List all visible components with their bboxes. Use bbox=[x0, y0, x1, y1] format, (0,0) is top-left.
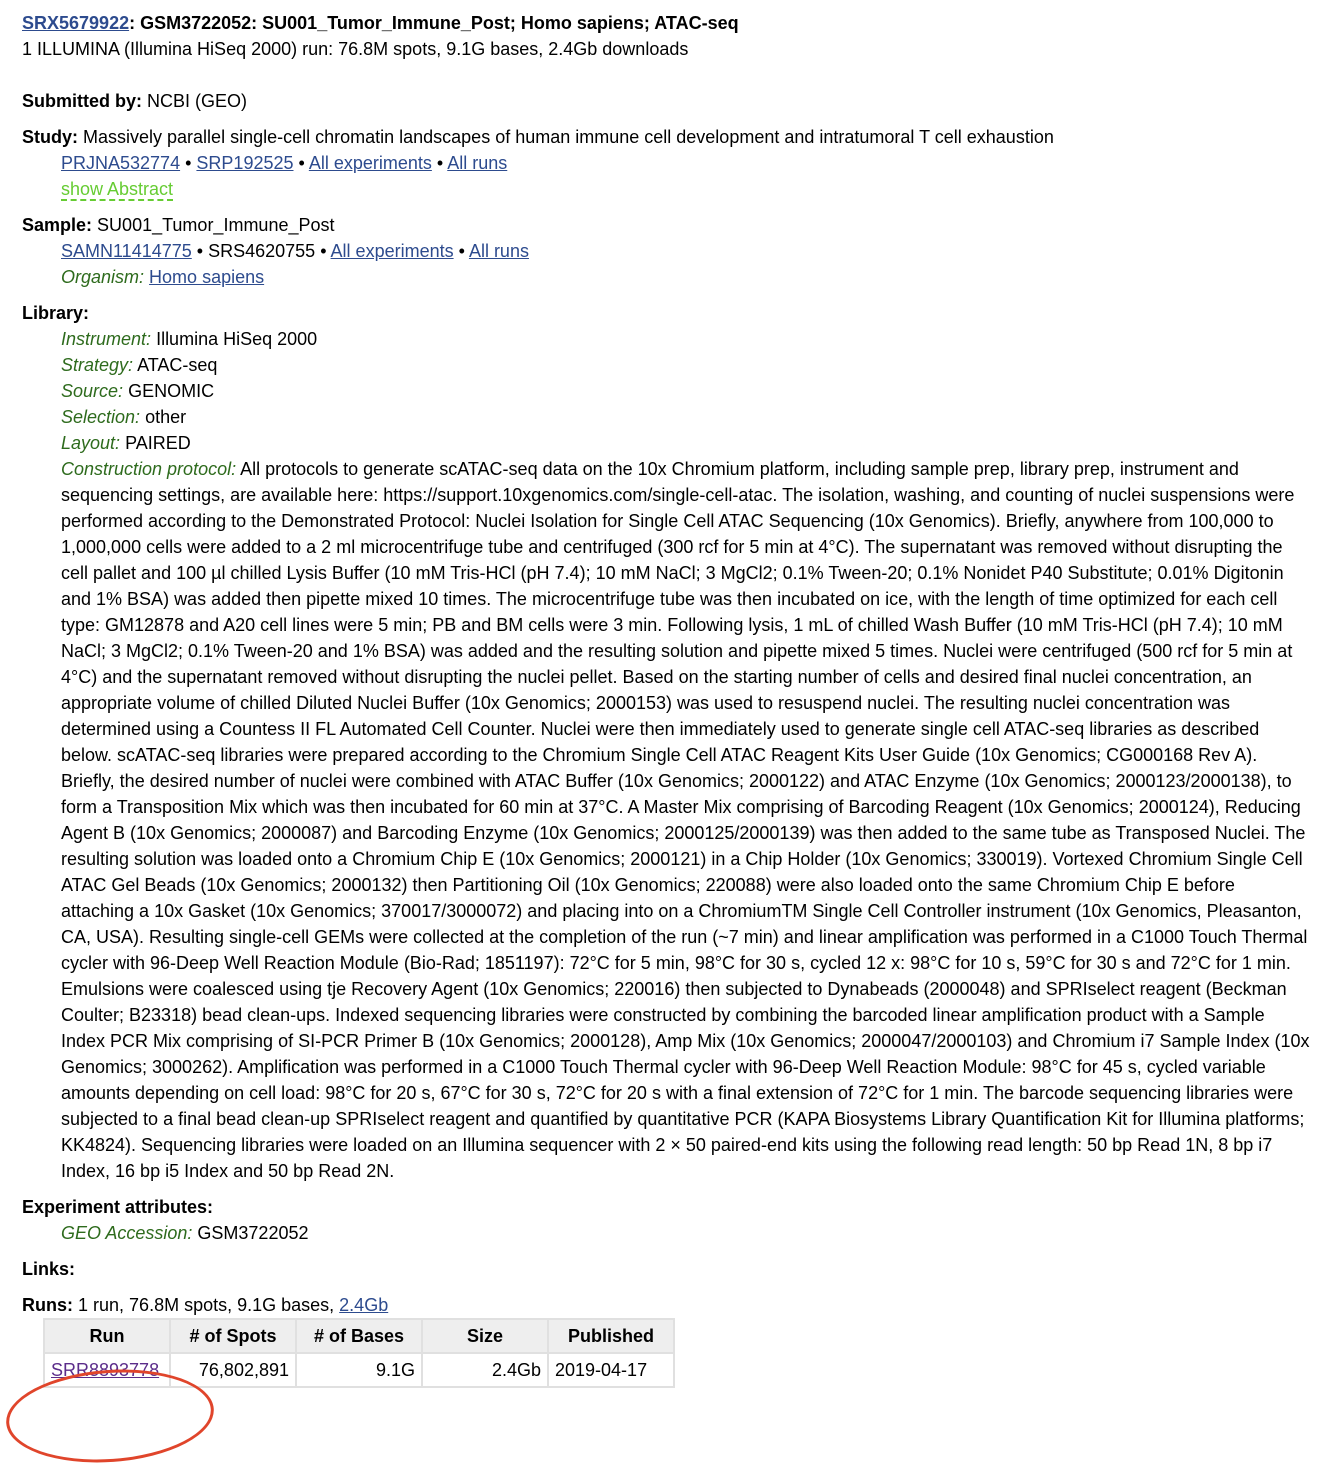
separator: • bbox=[196, 241, 204, 261]
organism-label: Organism: bbox=[61, 267, 145, 287]
organism-link[interactable]: Homo sapiens bbox=[149, 267, 265, 287]
strategy-value: ATAC-seq bbox=[137, 355, 218, 375]
column-header-run: Run bbox=[44, 1319, 170, 1353]
separator: • bbox=[458, 241, 465, 261]
spots-cell: 76,802,891 bbox=[170, 1353, 296, 1387]
links-label: Links: bbox=[22, 1259, 76, 1279]
run-summary: 1 ILLUMINA (Illumina HiSeq 2000) run: 76.8M spots, 9.1G bases, 2.4Gb downloads bbox=[22, 39, 689, 59]
sample-all-experiments-link[interactable]: All experiments bbox=[330, 241, 454, 261]
study-label: Study: bbox=[22, 127, 78, 147]
bioproject-link[interactable]: PRJNA532774 bbox=[61, 153, 181, 173]
runs-section bbox=[22, 1292, 1312, 1388]
runs-summary: 1 run, 76.8M spots, 9.1G bases, bbox=[78, 1295, 335, 1315]
bases-cell: 9.1G bbox=[296, 1353, 422, 1387]
study-links bbox=[61, 150, 1312, 176]
library-section bbox=[22, 300, 1312, 1184]
construction-protocol bbox=[61, 456, 1312, 1184]
study-all-runs-link[interactable]: All runs bbox=[447, 153, 508, 173]
submitted-section bbox=[22, 88, 1312, 114]
instrument-value: Illumina HiSeq 2000 bbox=[156, 329, 318, 349]
show-abstract-toggle[interactable]: show Abstract bbox=[61, 179, 174, 199]
column-header-spots: # of Spots bbox=[170, 1319, 296, 1353]
separator: • bbox=[320, 241, 327, 261]
runs-table-header bbox=[44, 1319, 674, 1353]
attributes-label: Experiment attributes: bbox=[22, 1197, 214, 1217]
column-header-size: Size bbox=[422, 1319, 548, 1353]
separator: • bbox=[185, 153, 192, 173]
experiment-title-text: : GSM3722052: SU001_Tumor_Immune_Post; Homo sapiens; ATAC-seq bbox=[129, 13, 739, 33]
experiment-header bbox=[22, 10, 1312, 62]
srp-link[interactable]: SRP192525 bbox=[196, 153, 294, 173]
sample-links bbox=[61, 238, 1312, 264]
attributes-section bbox=[22, 1194, 1312, 1246]
runs-table bbox=[43, 1318, 675, 1388]
selection-value: other bbox=[145, 407, 187, 427]
library-label: Library: bbox=[22, 303, 90, 323]
strategy-label: Strategy: bbox=[61, 355, 134, 375]
separator: • bbox=[436, 153, 444, 173]
run-accession-link[interactable]: SRR8893778 bbox=[51, 1360, 160, 1380]
srs-accession: SRS4620755 bbox=[208, 241, 316, 261]
biosample-link[interactable]: SAMN11414775 bbox=[61, 241, 192, 261]
published-cell: 2019-04-17 bbox=[548, 1353, 674, 1387]
separator: • bbox=[298, 153, 305, 173]
experiment-title bbox=[22, 10, 1312, 36]
protocol-text: All protocols to generate scATAC-seq data on the 10x Chromium platform, including sample prep, library prep, instrument and sequencing settings, are available here: https://support.10xgenomics.com/single-cell-atac. The isolation, washing, and counting of nuclei suspensions were performed according to the Demonstrated Protocol: Nuclei Isolation for Single Cell ATAC Sequencing (10x Genomics). Briefly, anywhere from 100,000 to 1,000,000 cells were added to a 2 ml microcentrifuge tube and centrifuged (300 rcf for 5 min at 4°C). The supernatant was removed without disrupting the cell pallet and 100 µl chilled Lysis Buffer (10 mM Tris-HCl (pH 7.4); 10 mM NaCl; 3 MgCl2; 0.1% Tween-20; 0.1% Nonidet P40 Substitute; 0.01% Digitonin and 1% BSA) was added then pipette mixed 10 times. The microcentrifuge tube was then incubated on ice, with the length of time optimized for each cell type: GM12878 and A20 cell lines were 5 min; PB and BM cells were 3 min. Following lysis, 1 mL of chilled Wash Buffer (10 mM Tris-HCl (pH 7.4); 10 mM NaCl; 3 MgCl2; 0.1% Tween-20 and 1% BSA) was added and the resulting solution and pipette mixed 5 times. Nuclei were centrifuged (500 rcf for 5 min at 4°C) and the supernatant removed without disrupting the nuclei pellet. Based on the starting number of cells and desired final nuclei concentration, an appropriate volume of chilled Diluted Nuclei Buffer (10x Genomics; 2000153) was used to resuspend nuclei. The resulting nuclei concentration was determined using a Countess II FL Automated Cell Counter. Nuclei were then immediately used to generate single cell ATAC-seq libraries as described below. scATAC-seq libraries were prepared according to the Chromium Single Cell ATAC Reagent Kits User Guide (10x Genomics; CG000168 Rev A). Briefly, the desired number of nuclei were combined with ATAC Buffer (10x Genomics; 2000122) and ATAC Enzyme (10x Genomics; 2000123/2000138), to form a Transposition Mix which was then incubated for 60 min at 37°C. A Master Mix comprising of Barcoding Reagent (10x Genomics; 2000124), Reducing Agent B (10x Genomics; 2000087) and Barcoding Enzyme (10x Genomics; 2000125/2000139) was then added to the same tube as Transposed Nuclei. The resulting solution was loaded onto a Chromium Chip E (10x Genomics; 2000121) in a Chip Holder (10x Genomics; 330019). Vortexed Chromium Single Cell ATAC Gel Beads (10x Genomics; 2000132) then Partitioning Oil (10x Genomics; 220088) were also loaded onto the same Chromium Chip E before attaching a 10x Gasket (10x Genomics; 370017/3000072) and placing into on a ChromiumTM Single Cell Controller instrument (10x Genomics, Pleasanton, CA, USA). Resulting single-cell GEMs were collected at the completion of the run (~7 min) and linear amplification was performed in a C1000 Touch Thermal cycler with 96-Deep Well Reaction Module (Bio-Rad; 1851197): 72°C for 5 min, 98°C for 30 s, cycled 12 x: 98°C for 10 s, 59°C for 30 s and 72°C for 1 min. Emulsions were coalesced using tje Recovery Agent (10x Genomics; 220016) then subjected to Dynabeads (2000048) and SPRIselect reagent (Beckman Coulter; B23318) bead clean-ups. Indexed sequencing libraries were constructed by combining the barcoded linear amplification product with a Sample Index PCR Mix comprising of SI-PCR Primer B (10x Genomics; 2000128), Amp Mix (10x Genomics; 2000047/2000103) and Chromium i7 Sample Index (10x Genomics; 3000262). Amplification was performed in a C1000 Touch Thermal cycler with 96-Deep Well Reaction Module: 98°C for 45 s, cycled variable amounts depending on cell load: 98°C for 20 s, 67°C for 30 s, 72°C for 20 s with a final extension of 72°C for 1 min. The barcode sequencing libraries were subjected to a final bead clean-up SPRIselect reagent and quantified by quantitative PCR (KAPA Biosystems Library Quantification Kit for Illumina platforms; KK4824). Sequencing libraries were loaded on an Illumina sequencer with 2 × 50 paired-end kits using the following read length: 50 bp Read 1N, 8 bp i7 Index, 16 bp i5 Index and 50 bp Read 2N. bbox=[61, 459, 1310, 1181]
column-header-published: Published bbox=[548, 1319, 674, 1353]
run-cell bbox=[44, 1353, 170, 1387]
source-label: Source: bbox=[61, 381, 124, 401]
study-value: Massively parallel single-cell chromatin landscapes of human immune cell development and intratumoral T cell exhaustion bbox=[83, 127, 1054, 147]
column-header-bases: # of Bases bbox=[296, 1319, 422, 1353]
experiment-accession-link[interactable]: SRX5679922 bbox=[22, 13, 130, 33]
table-row bbox=[44, 1353, 674, 1387]
sample-label: Sample: bbox=[22, 215, 93, 235]
runs-download-link[interactable]: 2.4Gb bbox=[339, 1295, 389, 1315]
experiment-page bbox=[22, 10, 1312, 1388]
geo-accession-value: GSM3722052 bbox=[197, 1223, 309, 1243]
study-all-experiments-link[interactable]: All experiments bbox=[308, 153, 432, 173]
source-value: GENOMIC bbox=[128, 381, 215, 401]
sample-section bbox=[22, 212, 1312, 290]
submitted-label: Submitted by: bbox=[22, 91, 142, 111]
size-cell: 2.4Gb bbox=[422, 1353, 548, 1387]
selection-label: Selection: bbox=[61, 407, 141, 427]
layout-value: PAIRED bbox=[125, 433, 191, 453]
links-section bbox=[22, 1256, 1312, 1282]
layout-label: Layout: bbox=[61, 433, 121, 453]
sample-all-runs-link[interactable]: All runs bbox=[468, 241, 529, 261]
runs-label: Runs: bbox=[22, 1295, 73, 1315]
sample-value: SU001_Tumor_Immune_Post bbox=[97, 215, 335, 235]
submitted-value: NCBI (GEO) bbox=[147, 91, 248, 111]
study-section bbox=[22, 124, 1312, 202]
protocol-label: Construction protocol: bbox=[61, 459, 237, 479]
instrument-label: Instrument: bbox=[61, 329, 152, 349]
geo-accession-label: GEO Accession: bbox=[61, 1223, 193, 1243]
